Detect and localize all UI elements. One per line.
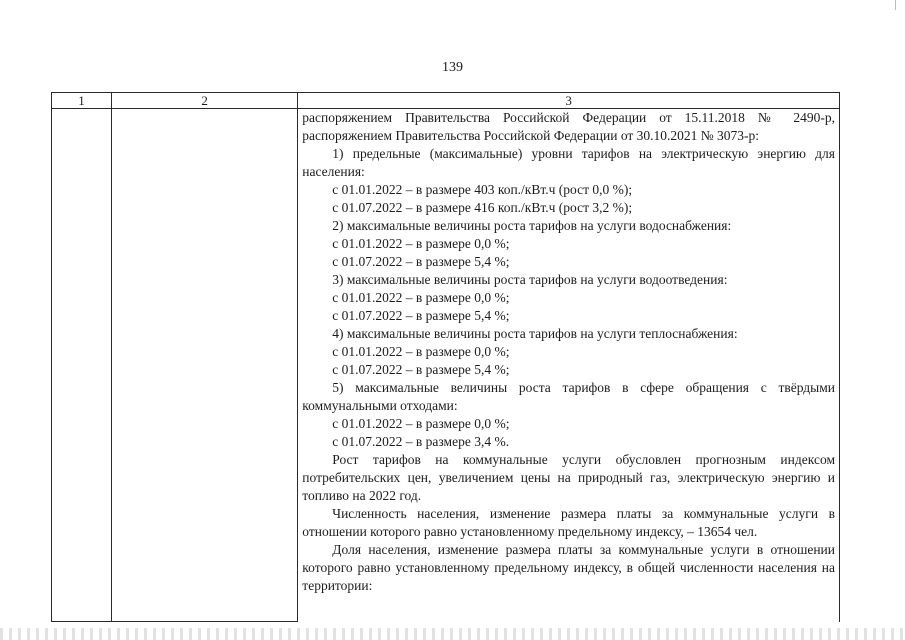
scan-edge-mark bbox=[895, 0, 905, 10]
tariff-rate-line: с 01.07.2022 – в размере 5,4 %; bbox=[332, 362, 510, 377]
paragraph: 3) максимальные величины роста тарифов на услуги водоотведения: bbox=[332, 272, 728, 287]
paragraph: Доля населения, изменение размера платы за коммунальные услуги в отношении которого равно установленному предельному индексу, в общей численности населения на территории: bbox=[302, 542, 835, 593]
column-header-2: 2 bbox=[112, 93, 298, 109]
table-row bbox=[52, 109, 840, 622]
paragraph: 1) предельные (максимальные) уровни тарифов на электрическую энергию для населения: bbox=[302, 146, 835, 179]
tariff-rate-line: с 01.01.2022 – в размере 403 коп./кВт.ч (рост 0,0 %); bbox=[332, 182, 633, 197]
tariff-rate-line: с 01.07.2022 – в размере 5,4 %; bbox=[332, 254, 510, 269]
cell-col-2 bbox=[112, 109, 298, 622]
tariff-rate-line: с 01.01.2022 – в размере 0,0 %; bbox=[332, 236, 510, 251]
tariff-rate-line: с 01.07.2022 – в размере 5,4 %; bbox=[332, 308, 510, 323]
tariff-rate-line: с 01.07.2022 – в размере 3,4 %. bbox=[332, 434, 510, 449]
tariff-rate-line: с 01.01.2022 – в размере 0,0 %; bbox=[332, 290, 510, 305]
scan-bottom-edge bbox=[0, 628, 905, 640]
column-header-3: 3 bbox=[298, 93, 840, 109]
page-number: 139 bbox=[442, 60, 463, 75]
table-header-row bbox=[52, 93, 840, 109]
cell-col-3 bbox=[298, 109, 840, 622]
document-table bbox=[51, 92, 840, 622]
tariff-rate-line: с 01.01.2022 – в размере 0,0 %; bbox=[332, 344, 510, 359]
tariff-rate-line: с 01.07.2022 – в размере 416 коп./кВт.ч (рост 3,2 %); bbox=[332, 200, 633, 215]
tariff-rate-line: с 01.01.2022 – в размере 0,0 %; bbox=[332, 416, 510, 431]
cell-col-1 bbox=[52, 109, 112, 622]
paragraph: 5) максимальные величины роста тарифов в сфере обращения с твёрдыми коммунальными отходами: bbox=[302, 380, 835, 413]
paragraph: Рост тарифов на коммунальные услуги обусловлен прогнозным индексом потребительских цен, увеличением цены на природный газ, электрическую энергию и топливо на 2022 год. bbox=[302, 452, 835, 503]
paragraph: 2) максимальные величины роста тарифов на услуги водоснабжения: bbox=[332, 218, 732, 233]
paragraph: 4) максимальные величины роста тарифов на услуги теплоснабжения: bbox=[332, 326, 738, 341]
paragraph: Численность населения, изменение размера платы за коммунальные услуги в отношении которого равно установленному предельному индексу, – 13654 чел. bbox=[302, 506, 835, 539]
paragraph: распоряжением Правительства Российской Федерации от 15.11.2018 № 2490-р, распоряжением Правительства Российской Федерации от 30.10.2021 № 3073-р: bbox=[302, 110, 835, 143]
col3-text-block bbox=[298, 109, 839, 595]
column-header-1: 1 bbox=[52, 93, 112, 109]
